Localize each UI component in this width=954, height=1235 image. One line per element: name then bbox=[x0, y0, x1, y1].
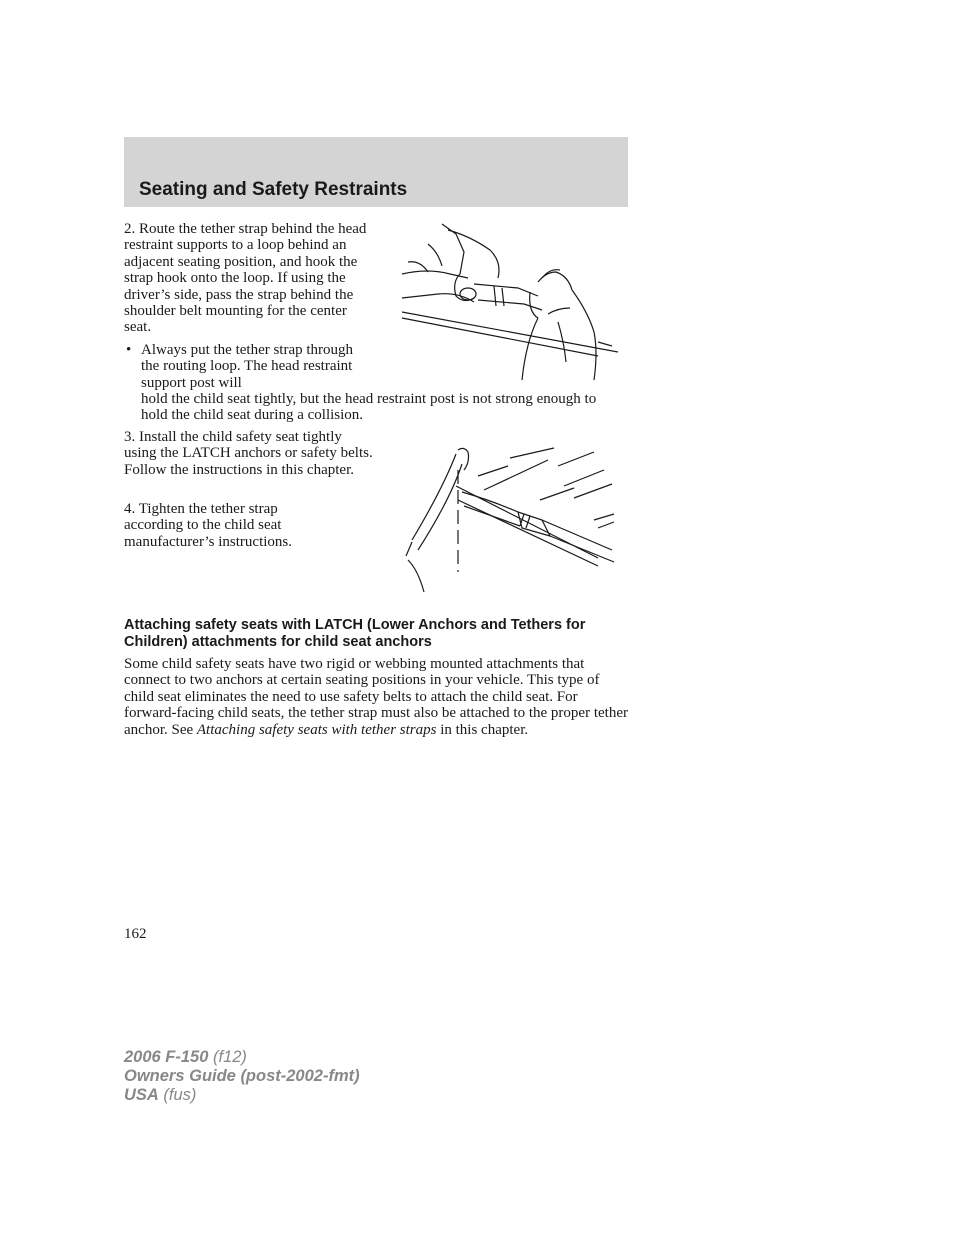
section-title: Seating and Safety Restraints bbox=[139, 179, 408, 200]
footer-line-guide bbox=[124, 1067, 360, 1086]
footer-model-code: (f12) bbox=[208, 1048, 247, 1066]
page-number: 162 bbox=[124, 926, 147, 942]
cross-reference-link[interactable]: Attaching safety seats with tether straps bbox=[196, 721, 437, 738]
footer-line-market bbox=[124, 1086, 360, 1105]
latch-section-heading: Attaching safety seats with LATCH (Lower Anchors and Tethers for Children) attachments for child seat anchors bbox=[124, 617, 586, 650]
footer-market-code: (fus) bbox=[158, 1086, 197, 1104]
bullet-text-rest: hold the child seat tightly, but the head restraint post is not strong enough to hold the child seat during a collision. bbox=[141, 391, 597, 424]
latch-paragraph-text: Some child safety seats have two rigid or webbing mounted attachments that connect to two anchors at certain seating positions in your vehicle. This type of child seat eliminates the need to use safety belts to attach the child seat. For forward-facing child seats, the tether strap must also be attached to the proper tether anchor. See bbox=[124, 656, 628, 738]
bullet-dot-icon: • bbox=[126, 342, 132, 358]
tether-hook-illustration bbox=[398, 222, 618, 384]
footer-line-model bbox=[124, 1048, 360, 1067]
footer-model: 2006 F-150 bbox=[124, 1048, 209, 1066]
latch-section-paragraph bbox=[124, 656, 630, 738]
tether-tightening-illustration bbox=[398, 440, 618, 596]
step-3-text: 3. Install the child safety seat tightly using the LATCH anchors or safety belts. Follow the instructions in this chapter. bbox=[124, 429, 373, 478]
bullet-text-lead: Always put the tether strap through the routing loop. The head restraint support post will bbox=[141, 342, 354, 391]
footer-market: USA bbox=[124, 1086, 159, 1104]
step-2-text: 2. Route the tether strap behind the head restraint supports to a loop behind an adjacent seating position, and hook the strap hook onto the loop. If using the driver’s side, pass the strap behind the shoulder belt mounting for the center seat. bbox=[124, 221, 367, 336]
step-4-text: 4. Tighten the tether strap according to the child seat manufacturer’s instructions. bbox=[124, 501, 293, 550]
document-footer bbox=[124, 1048, 360, 1105]
footer-guide: Owners Guide (post-2002-fmt) bbox=[124, 1067, 360, 1085]
latch-paragraph-tail: in this chapter. bbox=[436, 721, 529, 738]
section-header-band bbox=[124, 137, 628, 207]
